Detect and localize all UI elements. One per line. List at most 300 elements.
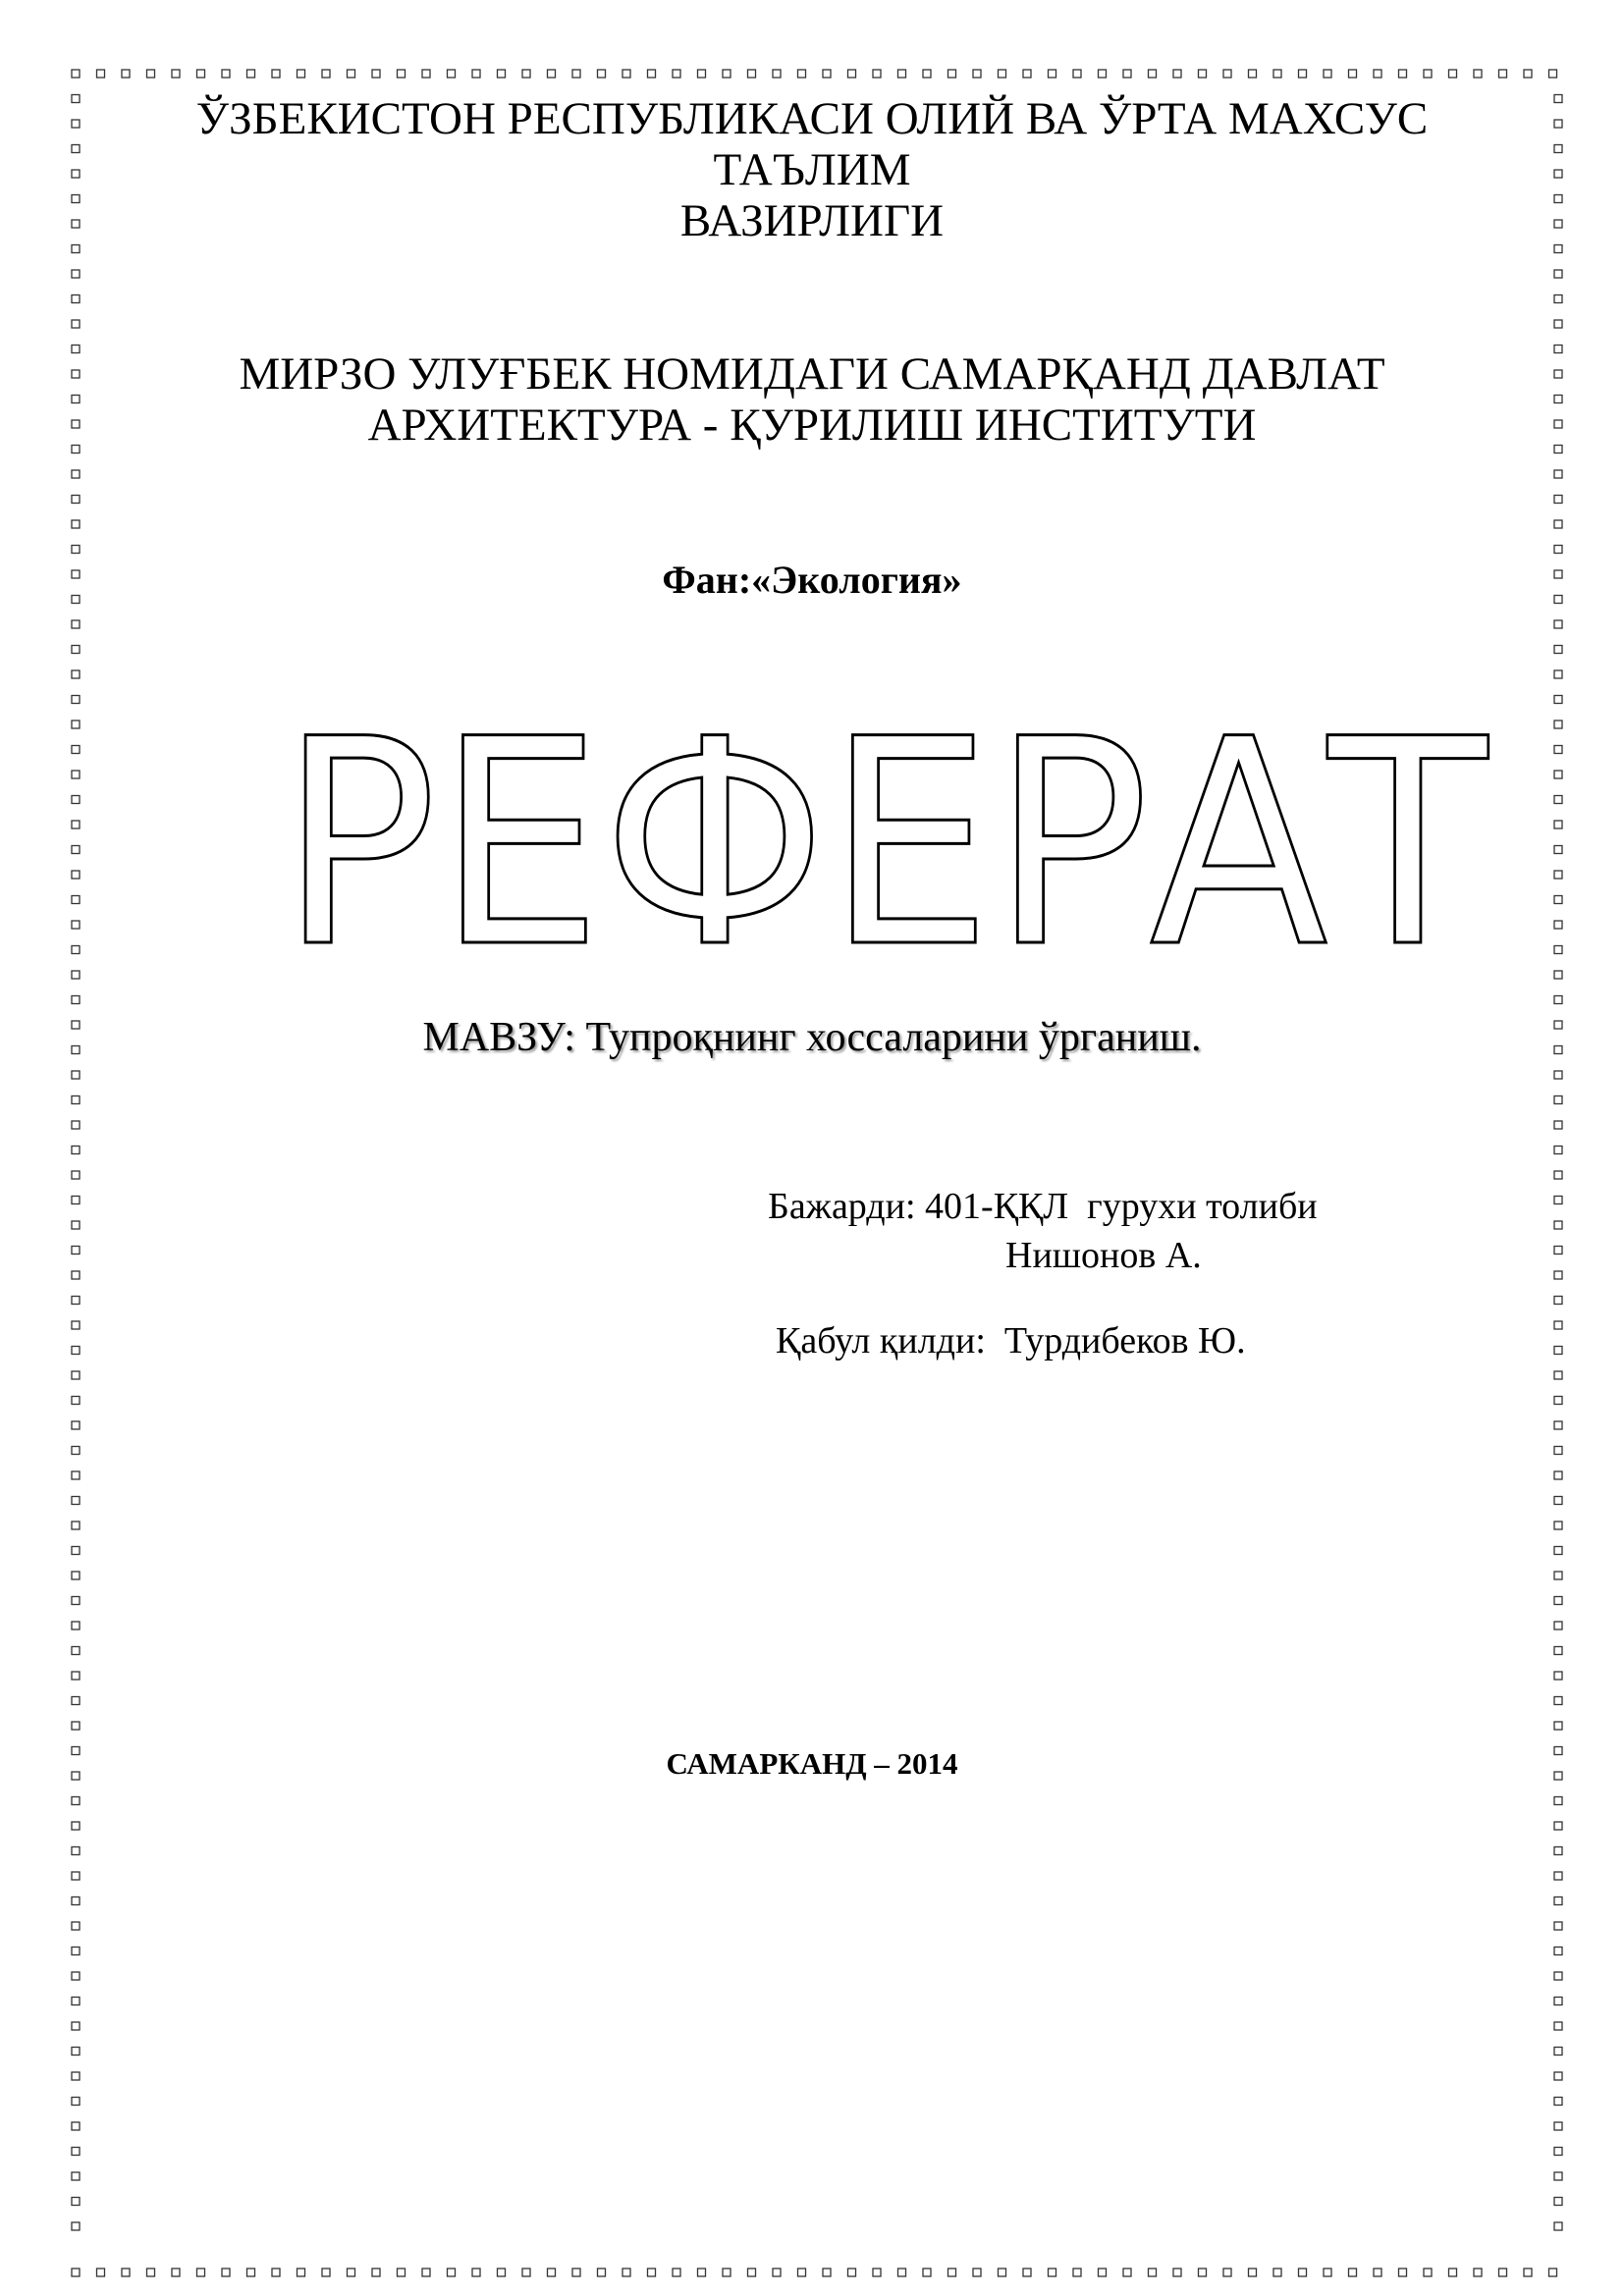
border-square: [197, 2269, 205, 2276]
border-square: [1554, 1922, 1562, 1930]
topic-line: МАВЗУ: Тупроқнинг хоссаларини ўрганиш.: [422, 1015, 1202, 1060]
border-square: [72, 1247, 80, 1255]
border-square: [873, 2269, 881, 2276]
border-square: [398, 70, 406, 78]
border-square: [72, 1297, 80, 1305]
border-square: [1554, 1597, 1562, 1605]
border-square: [1554, 1021, 1562, 1029]
border-square: [572, 2269, 580, 2276]
border-square: [72, 721, 80, 728]
border-square: [1554, 2048, 1562, 2056]
border-square: [298, 2269, 305, 2276]
border-square: [247, 70, 255, 78]
border-square: [172, 70, 180, 78]
border-square: [1554, 170, 1562, 178]
border-square: [72, 921, 80, 929]
border-square: [72, 2222, 80, 2230]
border-square: [1049, 2269, 1056, 2276]
border-square: [548, 2269, 556, 2276]
border-square: [999, 70, 1006, 78]
border-square: [72, 496, 80, 504]
document-title: [255, 677, 1512, 972]
border-square: [72, 520, 80, 528]
border-square: [1349, 2269, 1357, 2276]
ministry-line-2: ВАЗИРЛИГИ: [679, 195, 945, 246]
border-square: [72, 1221, 80, 1229]
border-square: [72, 120, 80, 128]
performer-line: Бажарди: 401-ҚҚЛ гурухи толиби: [768, 1186, 1318, 1227]
border-square: [1554, 320, 1562, 328]
border-square: [72, 1347, 80, 1355]
border-square: [72, 1647, 80, 1655]
border-square: [1223, 2269, 1231, 2276]
border-square: [1554, 821, 1562, 828]
border-square: [72, 1948, 80, 1955]
border-square: [698, 70, 706, 78]
border-square: [72, 1121, 80, 1129]
border-square: [72, 646, 80, 654]
border-square: [1554, 1697, 1562, 1705]
border-square: [1374, 70, 1381, 78]
border-square: [72, 1471, 80, 1479]
border-square: [72, 696, 80, 704]
border-square: [272, 70, 280, 78]
title-outline-svg: [255, 677, 1512, 972]
border-square: [723, 70, 731, 78]
border-square: [72, 1497, 80, 1505]
border-square: [247, 2269, 255, 2276]
border-square: [422, 2269, 430, 2276]
border-square: [72, 1697, 80, 1705]
border-square: [1524, 70, 1532, 78]
border-square: [598, 2269, 606, 2276]
border-square: [72, 145, 80, 153]
border-square: [122, 70, 130, 78]
border-square: [823, 70, 831, 78]
border-square: [72, 1197, 80, 1204]
border-square: [72, 1421, 80, 1429]
border-square: [1554, 1998, 1562, 2005]
border-square: [72, 796, 80, 804]
border-square: [348, 2269, 355, 2276]
border-square: [72, 1021, 80, 1029]
border-square: [1273, 70, 1281, 78]
border-square: [72, 1998, 80, 2005]
border-square: [72, 170, 80, 178]
border-square: [1123, 2269, 1131, 2276]
border-square: [1273, 2269, 1281, 2276]
border-square: [72, 1972, 80, 1980]
performer-name: Нишонов А.: [1005, 1235, 1202, 1276]
border-square: [72, 1147, 80, 1154]
border-square: [698, 2269, 706, 2276]
border-square: [1149, 70, 1157, 78]
title-text: РЕФЕРАТ: [280, 679, 1491, 972]
border-square: [723, 2269, 731, 2276]
border-square: [72, 2048, 80, 2056]
border-square: [372, 2269, 380, 2276]
border-square: [848, 70, 856, 78]
border-square: [773, 2269, 781, 2276]
border-square: [472, 2269, 480, 2276]
border-square: [1554, 370, 1562, 378]
border-square: [72, 346, 80, 353]
border-square: [1554, 1297, 1562, 1305]
border-square: [348, 70, 355, 78]
border-square: [72, 1747, 80, 1755]
border-square: [1554, 670, 1562, 678]
border-square: [1554, 1672, 1562, 1680]
border-square: [1554, 2148, 1562, 2156]
border-square: [197, 70, 205, 78]
subject-label: Фан:«Экология»: [662, 558, 962, 602]
border-square: [1554, 1572, 1562, 1579]
border-square: [72, 1672, 80, 1680]
border-square: [1554, 1772, 1562, 1780]
border-square: [948, 2269, 956, 2276]
border-square: [1554, 220, 1562, 228]
border-square: [72, 1597, 80, 1605]
border-square: [1524, 2269, 1532, 2276]
city-year-footer: САМАРКАНД – 2014: [666, 1746, 958, 1781]
border-square: [898, 70, 906, 78]
border-square: [72, 446, 80, 454]
border-square: [72, 1622, 80, 1629]
border-square: [72, 1447, 80, 1455]
border-square: [448, 2269, 456, 2276]
border-square: [1554, 771, 1562, 778]
border-square: [72, 570, 80, 578]
border-square: [272, 2269, 280, 2276]
border-square: [1173, 70, 1181, 78]
border-square: [322, 70, 330, 78]
border-square: [1554, 721, 1562, 728]
border-square: [1073, 2269, 1081, 2276]
border-square: [1554, 1347, 1562, 1355]
border-square: [973, 70, 981, 78]
border-square: [1554, 1522, 1562, 1529]
border-square: [1554, 95, 1562, 103]
border-square: [1554, 1547, 1562, 1555]
border-square: [448, 70, 456, 78]
border-square: [72, 1872, 80, 1880]
border-square: [1099, 2269, 1107, 2276]
border-square: [72, 771, 80, 778]
border-square: [973, 2269, 981, 2276]
border-square: [72, 846, 80, 854]
border-square: [72, 1772, 80, 1780]
border-square: [1299, 70, 1307, 78]
border-square: [72, 396, 80, 403]
border-square: [1549, 2269, 1557, 2276]
border-square: [322, 2269, 330, 2276]
border-square: [72, 2148, 80, 2156]
border-square: [1554, 746, 1562, 754]
border-square: [72, 996, 80, 1004]
border-square: [498, 70, 506, 78]
border-square: [72, 1547, 80, 1555]
border-square: [848, 2269, 856, 2276]
border-square: [1173, 2269, 1181, 2276]
border-square: [1554, 520, 1562, 528]
border-square: [422, 70, 430, 78]
border-square: [1554, 1121, 1562, 1129]
border-square: [1554, 1096, 1562, 1104]
border-square: [1554, 2172, 1562, 2180]
border-square: [72, 220, 80, 228]
border-square: [1554, 1797, 1562, 1805]
border-square: [1299, 2269, 1307, 2276]
border-square: [97, 70, 105, 78]
border-square: [1554, 295, 1562, 303]
border-square: [72, 1722, 80, 1730]
border-square: [72, 620, 80, 628]
border-square: [72, 420, 80, 428]
border-square: [1554, 2022, 1562, 2030]
border-square: [1223, 70, 1231, 78]
ministry-heading: [98, 93, 1526, 246]
border-square: [72, 195, 80, 203]
border-square: [72, 270, 80, 278]
border-square: [72, 946, 80, 954]
border-square: [72, 2172, 80, 2180]
border-square: [222, 70, 230, 78]
border-square: [648, 70, 656, 78]
border-square: [1554, 145, 1562, 153]
border-square: [72, 70, 80, 78]
border-square: [72, 2269, 80, 2276]
border-square: [72, 871, 80, 879]
border-square: [1554, 1271, 1562, 1279]
border-square: [1554, 420, 1562, 428]
border-square: [1554, 1747, 1562, 1755]
border-square: [1554, 2072, 1562, 2080]
border-square: [1554, 346, 1562, 353]
border-square: [1199, 2269, 1207, 2276]
border-square: [72, 1371, 80, 1379]
border-square: [372, 70, 380, 78]
border-square: [1249, 70, 1257, 78]
border-square: [1554, 646, 1562, 654]
border-square: [1554, 2122, 1562, 2130]
border-square: [72, 1572, 80, 1579]
border-square: [648, 2269, 656, 2276]
border-square: [623, 70, 630, 78]
institute-heading: [98, 348, 1526, 451]
border-square: [1554, 1421, 1562, 1429]
border-square: [72, 1847, 80, 1855]
border-square: [72, 2022, 80, 2030]
border-square: [72, 1797, 80, 1805]
border-square: [72, 2198, 80, 2206]
border-square: [1554, 1147, 1562, 1154]
border-square: [1554, 1221, 1562, 1229]
border-square: [1554, 846, 1562, 854]
border-square: [1554, 1197, 1562, 1204]
border-square: [72, 1522, 80, 1529]
border-square: [72, 1096, 80, 1104]
border-square: [798, 2269, 806, 2276]
border-square: [1424, 70, 1432, 78]
border-square: [1554, 1972, 1562, 1980]
border-square: [1554, 1622, 1562, 1629]
border-square: [748, 2269, 756, 2276]
border-square: [1499, 2269, 1507, 2276]
border-square: [1549, 70, 1557, 78]
border-square: [72, 821, 80, 828]
border-square: [1554, 2098, 1562, 2106]
border-square: [398, 2269, 406, 2276]
border-square: [72, 1271, 80, 1279]
border-square: [1554, 1948, 1562, 1955]
border-square: [1554, 546, 1562, 554]
border-square: [72, 1822, 80, 1830]
border-square: [1554, 270, 1562, 278]
border-square: [623, 2269, 630, 2276]
border-square: [548, 70, 556, 78]
border-square: [673, 70, 680, 78]
border-square: [1554, 1447, 1562, 1455]
border-square: [1349, 70, 1357, 78]
border-square: [1554, 1046, 1562, 1054]
border-square: [1149, 2269, 1157, 2276]
border-square: [1554, 195, 1562, 203]
border-square: [72, 1321, 80, 1329]
border-square: [1073, 70, 1081, 78]
border-square: [1324, 70, 1331, 78]
border-square: [1554, 871, 1562, 879]
border-square: [1554, 470, 1562, 478]
border-square: [72, 95, 80, 103]
border-square: [798, 70, 806, 78]
border-square: [72, 370, 80, 378]
border-square: [72, 596, 80, 604]
border-square: [1499, 70, 1507, 78]
border-square: [72, 670, 80, 678]
border-square: [72, 470, 80, 478]
border-square: [1554, 596, 1562, 604]
border-square: [72, 1897, 80, 1905]
border-square: [1374, 2269, 1381, 2276]
border-square: [1554, 971, 1562, 979]
border-square: [1554, 1897, 1562, 1905]
border-square: [823, 2269, 831, 2276]
border-square: [72, 320, 80, 328]
ministry-line-1: ЎЗБЕКИСТОН РЕСПУБЛИКАСИ ОЛИЙ ВА ЎРТА МАХСУС ТАЪЛИМ: [195, 93, 1429, 195]
border-square: [1554, 1321, 1562, 1329]
border-square: [948, 70, 956, 78]
border-square: [72, 2122, 80, 2130]
border-square: [298, 70, 305, 78]
border-square: [72, 245, 80, 253]
accepted-by-line: Қабул қилди: Турдибеков Ю.: [776, 1320, 1246, 1362]
border-square: [72, 1046, 80, 1054]
border-square: [1554, 696, 1562, 704]
border-square: [898, 2269, 906, 2276]
border-square: [1474, 2269, 1482, 2276]
border-square: [72, 1171, 80, 1179]
border-square: [1554, 1647, 1562, 1655]
border-square: [1449, 2269, 1457, 2276]
border-square: [172, 2269, 180, 2276]
border-square: [1123, 70, 1131, 78]
border-square: [999, 2269, 1006, 2276]
border-square: [1554, 120, 1562, 128]
border-square: [1449, 70, 1457, 78]
border-square: [72, 1397, 80, 1405]
border-square: [673, 2269, 680, 2276]
border-square: [1424, 2269, 1432, 2276]
border-square: [72, 896, 80, 904]
border-square: [1099, 70, 1107, 78]
border-square: [1554, 996, 1562, 1004]
border-square: [923, 70, 931, 78]
border-square: [773, 70, 781, 78]
border-square: [1554, 620, 1562, 628]
border-square: [1554, 396, 1562, 403]
border-square: [1399, 2269, 1407, 2276]
border-square: [1554, 1847, 1562, 1855]
border-square: [1023, 2269, 1031, 2276]
border-square: [598, 70, 606, 78]
border-square: [1554, 1371, 1562, 1379]
border-square: [748, 70, 756, 78]
border-square: [1399, 70, 1407, 78]
border-square: [1199, 70, 1207, 78]
border-square: [1554, 1071, 1562, 1079]
border-square: [72, 295, 80, 303]
border-square: [522, 2269, 530, 2276]
border-square: [1554, 496, 1562, 504]
border-square: [1554, 796, 1562, 804]
border-square: [1554, 921, 1562, 929]
border-square: [72, 546, 80, 554]
border-square: [72, 1922, 80, 1930]
border-square: [1324, 2269, 1331, 2276]
border-square: [1554, 570, 1562, 578]
border-square: [1554, 1247, 1562, 1255]
border-square: [72, 746, 80, 754]
border-square: [1554, 1397, 1562, 1405]
border-square: [472, 70, 480, 78]
border-square: [72, 971, 80, 979]
border-square: [522, 70, 530, 78]
border-square: [147, 70, 155, 78]
border-square: [1554, 1822, 1562, 1830]
institute-line-2: АРХИТЕКТУРА - ҚУРИЛИШ ИНСТИТУТИ: [367, 400, 1257, 451]
border-square: [873, 70, 881, 78]
border-square: [1554, 1722, 1562, 1730]
border-square: [1554, 896, 1562, 904]
border-square: [1554, 245, 1562, 253]
border-square: [222, 2269, 230, 2276]
border-square: [1554, 2222, 1562, 2230]
border-square: [1249, 2269, 1257, 2276]
border-square: [1554, 446, 1562, 454]
border-square: [122, 2269, 130, 2276]
border-square: [1554, 1471, 1562, 1479]
border-square: [923, 2269, 931, 2276]
border-square: [1049, 70, 1056, 78]
border-square: [498, 2269, 506, 2276]
border-square: [1554, 1872, 1562, 1880]
border-square: [72, 2072, 80, 2080]
border-square: [1554, 946, 1562, 954]
border-square: [147, 2269, 155, 2276]
border-square: [97, 2269, 105, 2276]
border-square: [1554, 1497, 1562, 1505]
institute-line-1: МИРЗО УЛУҒБЕК НОМИДАГИ САМАРҚАНД ДАВЛАТ: [239, 348, 1385, 400]
